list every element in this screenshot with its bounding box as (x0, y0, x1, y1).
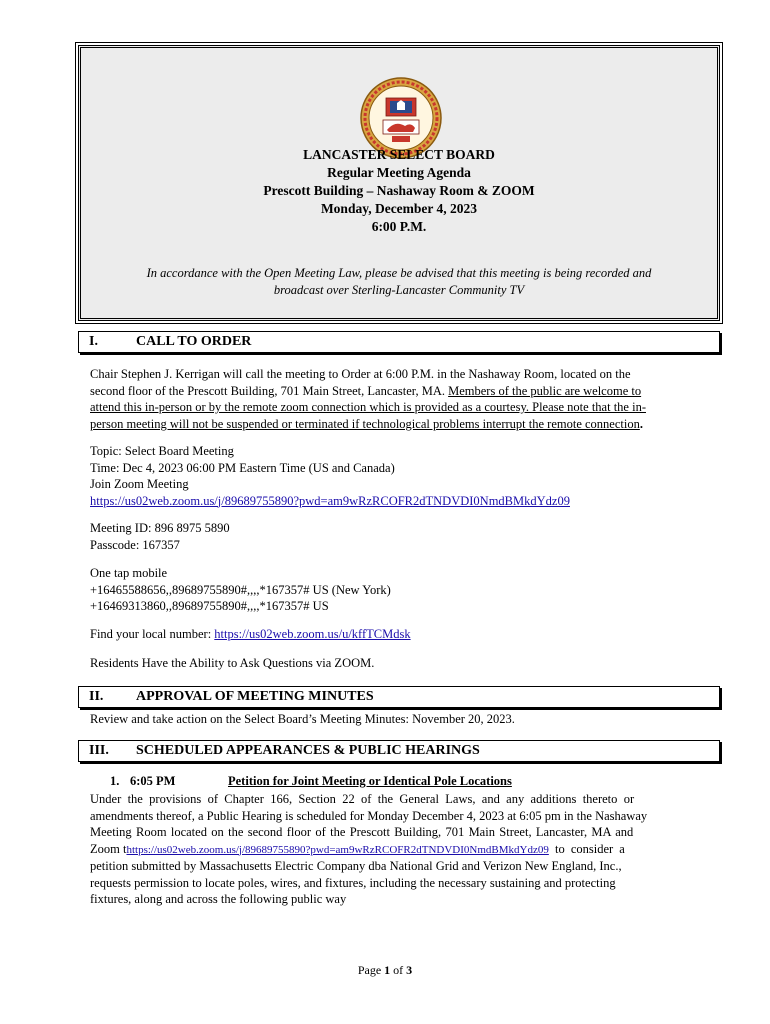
paragraph-line (90, 841, 708, 859)
paragraph-text: to consider a (548, 841, 625, 856)
section-scheduled-appearances (78, 740, 720, 762)
zoom-topic: Topic: Select Board Meeting (90, 444, 234, 458)
paragraph-line: Under the provisions of Chapter 166, Section 22 of the General Laws, and any additions thereto or (90, 792, 635, 806)
paragraph-line: fixtures, along and across the following public way (90, 892, 347, 906)
hearing-item-time: 6:05 PM (130, 774, 176, 788)
agenda-type: Regular Meeting Agenda (327, 165, 471, 180)
notice-line: In accordance with the Open Meeting Law, please be advised that this meeting is being recorded and (146, 266, 652, 280)
call-to-order-paragraph (90, 366, 708, 432)
section-number: II. (89, 689, 104, 704)
paragraph-text: Zoom t (90, 841, 127, 856)
open-meeting-notice (105, 265, 693, 299)
zoom-meeting-link[interactable]: https://us02web.zoom.us/j/89689755890?pwd=am9wRzRCOFR2dTNDVDI0NmdBMkdYdz09 (90, 493, 570, 508)
public-welcome-notice: Members of the public are welcome to (448, 383, 642, 398)
page-total: 3 (406, 963, 413, 977)
passcode: Passcode: 167357 (90, 537, 180, 552)
zoom-details (90, 443, 708, 509)
paragraph-line: requests permission to locate poles, wires, and fixtures, including the necessary sustaining and protecting (90, 875, 616, 890)
section-title: SCHEDULED APPEARANCES & PUBLIC HEARINGS (136, 743, 480, 758)
section-call-to-order (78, 331, 720, 353)
remote-connection-notice: person meeting will not be suspended or terminated if technological problems interrupt the remote connection (90, 416, 640, 431)
paragraph-line: petition submitted by Massachusetts Electric Company dba National Grid and Verizon New England, Inc., (90, 859, 622, 873)
meeting-time: 6:00 P.M. (371, 219, 427, 234)
one-tap-number: +16465588656,,89689755890#,,,,*167357# US (New York) (90, 582, 391, 597)
zoom-time: Time: Dec 4, 2023 06:00 PM Eastern Time (US and Canada) (90, 460, 395, 475)
meeting-date: Monday, December 4, 2023 (320, 201, 478, 216)
meeting-id: Meeting ID: 896 8975 5890 (90, 521, 230, 535)
hearing-item-title: Petition for Joint Meeting or Identical Pole Locations (228, 774, 512, 788)
page-number: 1 (384, 963, 391, 977)
one-tap-mobile (90, 565, 708, 615)
paragraph-line: Chair Stephen J. Kerrigan will call the meeting to Order at 6:00 P.M. in the Nashaway Room, located on the (90, 367, 631, 381)
section-approval-minutes (78, 686, 720, 708)
meeting-location: Prescott Building – Nashaway Room & ZOOM (263, 183, 535, 198)
paragraph-text: . (639, 416, 643, 431)
hearing-zoom-link[interactable]: https://us02web.zoom.us/j/89689755890?pwd=am9wRzRCOFR2dTNDVDI0NmdBMkdYdz09 (126, 843, 549, 856)
local-number-link[interactable]: https://us02web.zoom.us/u/kffTCMdsk (214, 627, 411, 641)
hearing-item-heading (110, 774, 512, 789)
page-footer (0, 963, 770, 978)
join-zoom-label: Join Zoom Meeting (90, 477, 189, 491)
page-label: Page (357, 963, 385, 977)
one-tap-label: One tap mobile (90, 566, 168, 580)
minutes-review-text: Review and take action on the Select Board’s Meeting Minutes: November 20, 2023. (90, 712, 515, 726)
zoom-credentials (90, 520, 708, 553)
section-number: I. (89, 334, 98, 349)
page-of-label: of (390, 963, 407, 977)
paragraph-line: attend this in-person or by the remote zoom connection which is provided as a courtesy. Please note that the in- (90, 400, 646, 414)
paragraph-line: amendments thereof, a Public Hearing is scheduled for Monday December 4, 2023 at 6:05 pm in the Nashaway (90, 808, 648, 823)
residents-note: Residents Have the Ability to Ask Questions via ZOOM. (90, 656, 375, 670)
section-title: CALL TO ORDER (136, 334, 252, 349)
hearing-item-number: 1. (110, 774, 120, 788)
notice-line: broadcast over Sterling-Lancaster Community TV (273, 283, 525, 297)
section-title: APPROVAL OF MEETING MINUTES (136, 689, 374, 704)
board-name: LANCASTER SELECT BOARD (303, 147, 495, 162)
paragraph-line (90, 383, 708, 400)
paragraph-line (90, 416, 708, 433)
local-number-label: Find your local number: (90, 627, 215, 641)
section-number: III. (89, 743, 109, 758)
local-number-line (90, 626, 708, 643)
agenda-header-box (78, 45, 720, 321)
hearing-paragraph (90, 791, 708, 908)
paragraph-line: Meeting Room located on the second floor of the Prescott Building, 701 Main Street, Lancaster, MA and (90, 825, 634, 839)
paragraph-text: second floor of the Prescott Building, 701 Main Street, Lancaster, MA. (90, 383, 449, 398)
agenda-title (81, 146, 717, 236)
one-tap-number: +16469313860,,89689755890#,,,,*167357# US (90, 599, 329, 613)
